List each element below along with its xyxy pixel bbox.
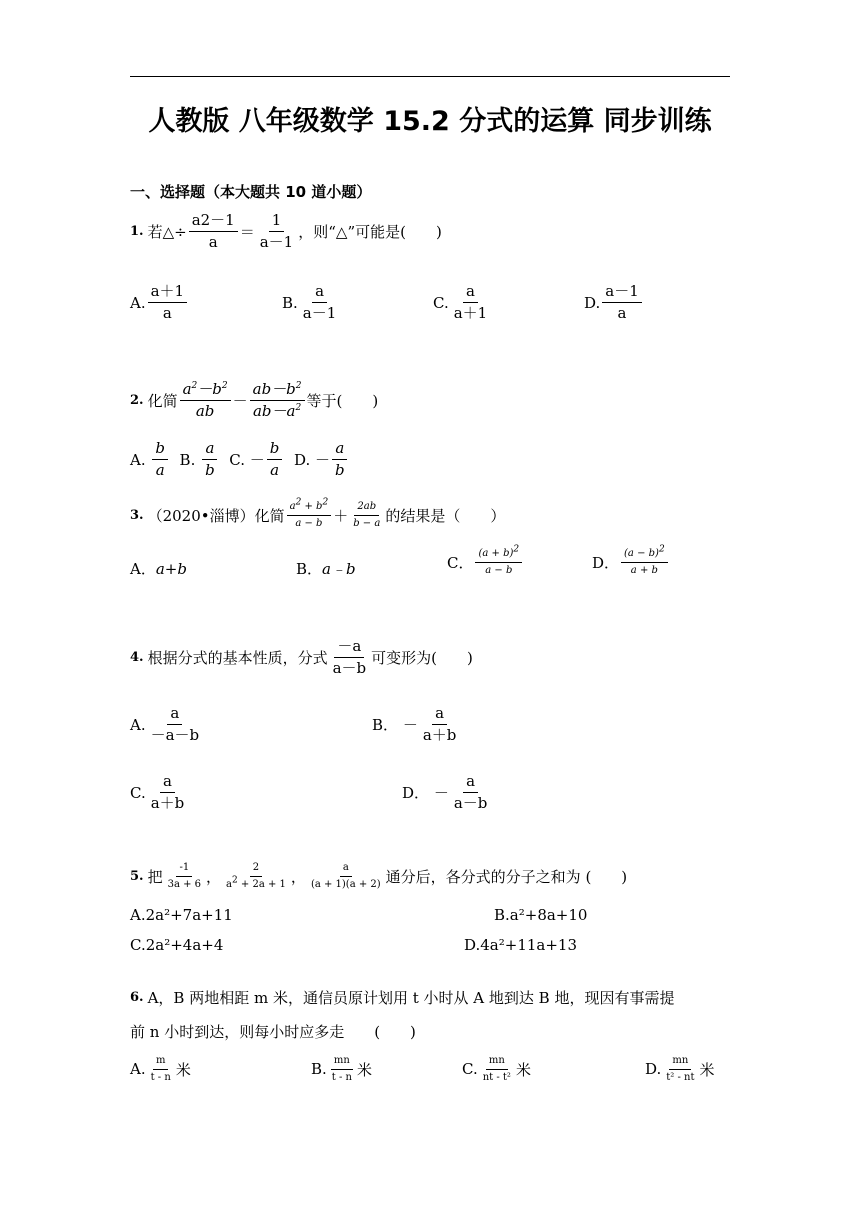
question-number: 6. bbox=[130, 990, 144, 1005]
fraction bbox=[475, 544, 522, 576]
fraction[interactable] bbox=[267, 440, 283, 480]
option-value: a+b bbox=[155, 559, 187, 578]
fraction[interactable] bbox=[332, 440, 348, 480]
fraction bbox=[330, 638, 370, 678]
minus-sign: － bbox=[402, 716, 418, 735]
option-label: A. bbox=[130, 715, 146, 734]
q1-option-a[interactable] bbox=[130, 283, 189, 323]
minus-sign: － bbox=[433, 784, 449, 803]
numerator: b bbox=[267, 440, 283, 460]
q1-option-b[interactable] bbox=[282, 283, 341, 323]
numerator: a bbox=[312, 283, 327, 303]
numerator: 2 bbox=[250, 862, 262, 877]
fraction bbox=[451, 773, 491, 813]
fraction bbox=[165, 862, 204, 890]
denominator: a bbox=[208, 233, 218, 252]
numerator: mn bbox=[669, 1055, 691, 1070]
numerator: -1 bbox=[176, 862, 192, 877]
denominator: a bbox=[270, 461, 280, 480]
q1-text-pre: 若△÷ bbox=[147, 223, 187, 242]
fraction bbox=[148, 773, 188, 813]
fraction bbox=[621, 544, 668, 576]
denominator: $a^2 + 2a + 1$ bbox=[226, 875, 286, 890]
q6-option-b[interactable] bbox=[311, 1055, 372, 1083]
numerator: $(a - b)^2$ bbox=[621, 548, 668, 563]
q5-option-a[interactable]: A.2a²+7a+11 bbox=[130, 906, 233, 924]
q6-line2: 前 n 小时到达，则每小时应多走 ( ) bbox=[130, 1023, 416, 1041]
unit-label: 米 bbox=[699, 1060, 715, 1079]
denominator: a－b bbox=[332, 659, 367, 678]
question-5: 5. 把 $\frac{-1}{3a + 6}$ ， $\frac{2}{a^2 + 2a + 1}$ ， $\frac{a}{(a + 1)(a + 2)}$ 通分后，各分式的分子之和为 ( ) bbox=[130, 862, 628, 890]
numerator: －a bbox=[334, 638, 364, 658]
q6-option-c[interactable] bbox=[462, 1055, 531, 1083]
question-number: 5. bbox=[130, 868, 144, 884]
numerator: a bbox=[167, 705, 182, 725]
fraction bbox=[451, 283, 491, 323]
question-3 bbox=[130, 497, 506, 529]
q4-text-pre: 根据分式的基本性质，分式 bbox=[147, 649, 328, 668]
numerator: $ab-b^2$ bbox=[250, 381, 305, 401]
fraction bbox=[223, 862, 289, 890]
numerator: a＋1 bbox=[148, 283, 188, 303]
option-label: C. bbox=[433, 293, 449, 312]
denominator: a＋b bbox=[422, 726, 457, 745]
question-1 bbox=[130, 212, 442, 252]
question-number: 3. bbox=[130, 507, 144, 523]
fraction bbox=[308, 862, 384, 890]
section-heading: 一、选择题（本大题共 10 道小题） bbox=[130, 183, 372, 201]
q5-option-b[interactable]: B.a²+8a+10 bbox=[494, 906, 588, 924]
question-number: 4. bbox=[130, 650, 144, 666]
option-value: a﹣b bbox=[322, 560, 356, 578]
denominator: a bbox=[162, 304, 172, 323]
denominator: a－1 bbox=[259, 233, 294, 252]
option-label: A. bbox=[130, 293, 146, 312]
q5-text-pre: 把 bbox=[147, 867, 163, 886]
q2-options bbox=[130, 440, 350, 480]
numerator: a bbox=[432, 705, 447, 725]
fraction bbox=[420, 705, 460, 745]
option-label: C. bbox=[462, 1060, 478, 1078]
question-number: 1. bbox=[130, 224, 144, 240]
fraction bbox=[300, 283, 340, 323]
plus-sign: ＋ bbox=[333, 506, 349, 525]
q4-text-post: 可变形为( ) bbox=[371, 649, 473, 668]
option-label: D． bbox=[592, 553, 620, 572]
q1-option-c[interactable] bbox=[433, 283, 492, 323]
denominator: a＋1 bbox=[453, 304, 488, 323]
q3-text-post: 的结果是（ ） bbox=[385, 506, 506, 525]
q2-text-pre: 化简 bbox=[147, 392, 178, 411]
denominator: a－1 bbox=[302, 304, 337, 323]
q1-option-d[interactable] bbox=[584, 283, 644, 323]
denominator: a bbox=[617, 304, 627, 323]
unit-label: 米 bbox=[175, 1060, 191, 1079]
q4-option-d[interactable] bbox=[402, 773, 492, 813]
numerator: mn bbox=[331, 1055, 353, 1070]
fraction bbox=[189, 212, 238, 252]
unit-label: 米 bbox=[515, 1060, 531, 1079]
fraction bbox=[602, 283, 642, 323]
q1-text-post: ，则“△”可能是( ) bbox=[298, 223, 442, 242]
fraction bbox=[350, 501, 383, 529]
denominator: a − b bbox=[485, 564, 513, 576]
numerator: a－1 bbox=[602, 283, 642, 303]
option-label: B. bbox=[179, 450, 196, 469]
denominator: a − b bbox=[295, 517, 323, 529]
q4-option-a[interactable] bbox=[130, 705, 204, 745]
q4-option-c[interactable] bbox=[130, 773, 189, 813]
q5-text-post: 通分后，各分式的分子之和为 ( ) bbox=[385, 867, 628, 886]
fraction[interactable] bbox=[202, 440, 218, 480]
option-label: D. bbox=[645, 1060, 662, 1078]
q6-option-d[interactable] bbox=[645, 1055, 715, 1083]
fraction bbox=[250, 381, 305, 421]
option-label: C． bbox=[447, 553, 474, 572]
q3-option-d[interactable] bbox=[592, 544, 670, 576]
q3-option-a[interactable] bbox=[130, 558, 187, 579]
q3-text-pre: （2020•淄博）化简 bbox=[147, 506, 285, 525]
question-2 bbox=[130, 381, 378, 421]
numerator: a bbox=[463, 283, 478, 303]
option-label: D. bbox=[293, 450, 311, 469]
numerator: a bbox=[202, 440, 217, 460]
fraction bbox=[287, 497, 332, 529]
q4-option-b[interactable] bbox=[372, 705, 461, 745]
page-title: 人教版 八年级数学 15.2 分式的运算 同步训练 bbox=[148, 106, 712, 137]
fraction bbox=[148, 283, 188, 323]
numerator: $(a + b)^2$ bbox=[475, 548, 522, 563]
numerator: m bbox=[153, 1055, 168, 1070]
numerator: b bbox=[152, 440, 168, 460]
option-label: C. bbox=[130, 783, 146, 802]
denominator: a＋b bbox=[150, 794, 185, 813]
fraction bbox=[329, 1055, 355, 1083]
fraction bbox=[180, 381, 231, 421]
numerator: $a^2-b^2$ bbox=[180, 381, 231, 401]
option-label: B． bbox=[296, 560, 323, 578]
fraction bbox=[480, 1055, 514, 1083]
numerator: a bbox=[332, 440, 347, 460]
fraction bbox=[257, 212, 297, 252]
option-label: D. bbox=[584, 293, 601, 312]
option-label: A. bbox=[130, 1060, 146, 1078]
minus-sign: － bbox=[232, 392, 248, 411]
denominator: a bbox=[155, 461, 165, 480]
q6-option-a[interactable] bbox=[130, 1055, 191, 1083]
denominator: a + b bbox=[630, 564, 658, 576]
question-6 bbox=[130, 987, 674, 1008]
numerator: a2－1 bbox=[189, 212, 238, 232]
option-label: B. bbox=[311, 1060, 327, 1078]
minus-sign: － bbox=[315, 451, 331, 470]
option-label: B. bbox=[282, 293, 298, 312]
fraction bbox=[148, 1055, 174, 1083]
option-label: A. bbox=[130, 450, 146, 469]
denominator: 3a + 6 bbox=[167, 878, 202, 890]
denominator: t - n bbox=[150, 1071, 171, 1083]
denominator: t - n bbox=[331, 1071, 352, 1083]
equals-sign: ＝ bbox=[239, 223, 255, 242]
option-label: C. bbox=[229, 450, 245, 469]
option-label: B． bbox=[372, 716, 399, 735]
q5-option-c[interactable]: C.2a²+4a+4 bbox=[130, 936, 224, 954]
denominator: nt - t² bbox=[482, 1071, 511, 1083]
minus-sign: － bbox=[249, 451, 265, 470]
denominator: $ab-a^2$ bbox=[252, 402, 302, 421]
fraction[interactable] bbox=[152, 440, 168, 480]
option-label: D． bbox=[402, 784, 430, 803]
q5-option-d[interactable]: D.4a²+11a+13 bbox=[464, 936, 578, 954]
denominator: ab bbox=[195, 402, 215, 421]
q6-text-line1: A，B 两地相距 m 米，通信员原计划用 t 小时从 A 地到达 B 地，现因有事需提 bbox=[147, 989, 675, 1007]
denominator: a－b bbox=[453, 794, 488, 813]
numerator: $a^2 + b^2$ bbox=[287, 501, 332, 516]
question-4 bbox=[130, 638, 473, 678]
numerator: a bbox=[340, 862, 352, 877]
numerator: 1 bbox=[269, 212, 285, 232]
header-rule bbox=[130, 76, 730, 77]
numerator: mn bbox=[486, 1055, 508, 1070]
denominator: －a－b bbox=[150, 726, 200, 745]
q2-text-post: 等于( ) bbox=[306, 392, 379, 411]
option-label: A． bbox=[130, 560, 156, 578]
numerator: a bbox=[463, 773, 478, 793]
numerator: 2ab bbox=[354, 501, 379, 516]
q3-option-b[interactable] bbox=[296, 558, 356, 579]
denominator: b bbox=[205, 461, 215, 480]
fraction bbox=[148, 705, 203, 745]
denominator: t² - nt bbox=[666, 1071, 695, 1083]
denominator: b − a bbox=[353, 517, 381, 529]
denominator: b bbox=[335, 461, 345, 480]
fraction bbox=[663, 1055, 697, 1083]
unit-label: 米 bbox=[357, 1060, 373, 1079]
denominator: (a + 1)(a + 2) bbox=[310, 878, 381, 890]
question-number: 2. bbox=[130, 393, 144, 409]
q3-option-c[interactable] bbox=[447, 544, 524, 576]
numerator: a bbox=[160, 773, 175, 793]
